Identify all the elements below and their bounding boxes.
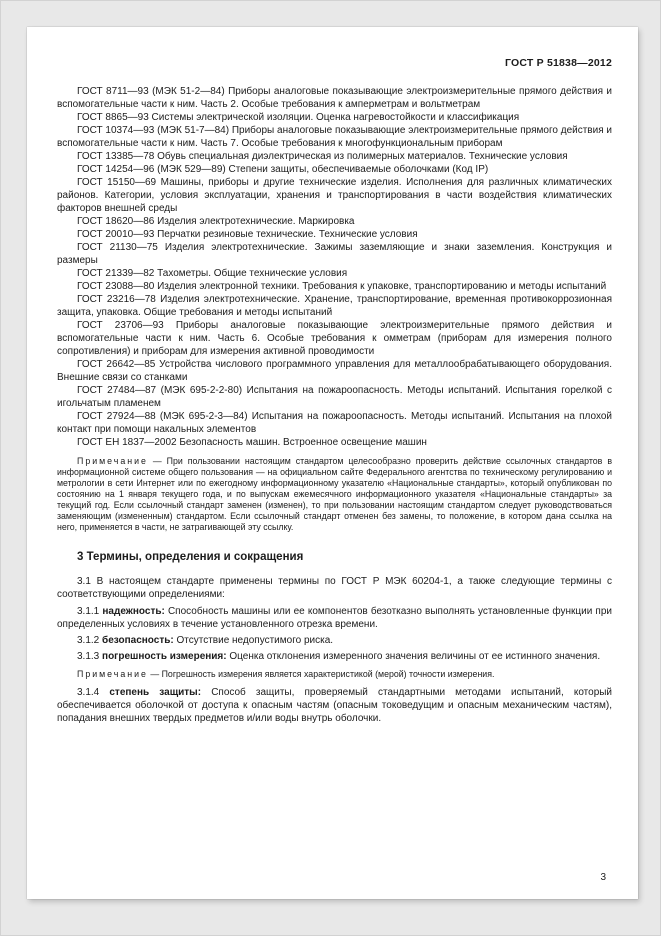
page-number: 3 [600,872,606,883]
term-number: 3.1.3 [77,651,100,662]
gost-reference: ГОСТ 23216—78 Изделия электротехнические. Хранение, транспортирование, временная противокоррозионная защита, упаковка. Общие требования и методы испытаний [57,294,612,318]
gost-reference: ГОСТ ЕН 1837—2002 Безопасность машин. Встроенное освещение машин [77,437,427,448]
term-definition [57,686,612,725]
gost-reference: ГОСТ 13385—78 Обувь специальная диэлектрическая из полимерных материалов. Технические условия [77,151,568,162]
standard-code: ГОСТ Р 51838—2012 [504,57,612,69]
section-heading: 3 Термины, определения и сокращения [77,551,304,563]
term-text: Отсутствие недопустимого риска. [176,635,334,646]
term-word: степень защиты: [109,687,202,698]
gost-reference: ГОСТ 10374—93 (МЭК 51-7—84) Приборы аналоговые показывающие электроизмерительные прямого действия и вспомогательные части к ним. Часть 7. Особые требования к многофункциональным приборам [57,125,612,149]
references-section [57,85,612,449]
term-note [57,669,612,680]
gost-reference: ГОСТ 15150—69 Машины, приборы и другие технические изделия. Исполнения для различных климатических районов. Категории, условия эксплуатации, хранения и транспортирования в части воздействия климатических факторов внешней среды [57,177,612,214]
references-note [57,456,612,533]
term-number: 3.1.2 [77,635,100,646]
gost-reference: ГОСТ 21339—82 Тахометры. Общие технические условия [77,268,348,279]
gost-reference: ГОСТ 8711—93 (МЭК 51-2—84) Приборы аналоговые показывающие электроизмерительные прямого действия и вспомогательные части к ним. Часть 2. Особые требования к амперметрам и вольтметрам [57,86,612,110]
gost-reference: ГОСТ 27924—88 (МЭК 695-2-3—84) Испытания на пожароопасность. Методы испытаний. Испытания на плохой контакт при помощи накальных элементов [57,411,612,435]
gost-reference: ГОСТ 20010—93 Перчатки резиновые технические. Технические условия [77,229,418,240]
gost-reference: ГОСТ 21130—75 Изделия электротехнические. Зажимы заземляющие и знаки заземления. Конструкция и размеры [57,242,612,266]
note-label: Примечание [77,456,148,466]
term-word: надежность: [102,606,165,617]
gost-reference: ГОСТ 27484—87 (МЭК 695-2-2-80) Испытания на пожароопасность. Методы испытаний. Испытания горелкой с игольчатым пламенем [57,385,612,409]
term-definition [57,634,612,647]
term-word: погрешность измерения: [102,651,227,662]
gost-reference: ГОСТ 23706—93 Приборы аналоговые показывающие электроизмерительные прямого действия и вспомогательные части к ним. Часть 6. Особые требования к омметрам (приборам для измерения полного сопротивления) и приборам для измерения активной проводимости [57,320,612,357]
gost-reference: ГОСТ 26642—85 Устройства числового программного управления для металлообрабатывающего оборудования. Внешние связи со станками [57,359,612,383]
term-definition [57,650,612,663]
term-number: 3.1.1 [77,606,100,617]
section-intro: 3.1 В настоящем стандарте применены термины по ГОСТ Р МЭК 60204-1, а также следующие термины с соответствующими определениями: [57,576,612,600]
term-text: Способность машины или ее компонентов безотказно выполнять установленные функции при определенных условиях в течение установленного отрезка времени. [57,606,612,630]
term-number: 3.1.4 [77,687,100,698]
term-word: безопасность: [102,635,174,646]
gost-reference: ГОСТ 23088—80 Изделия электронной техники. Требования к упаковке, транспортированию и методы испытаний [77,281,607,292]
note-text: — При пользовании настоящим стандартом целесообразно проверить действие ссылочных стандартов в информационной системе общего пользования — на официальном сайте Федерального агентства по техническому регулированию и метрологии в сети Интернет или по ежегодному информационному указателю «Национальные стандарты», который опубликован по состоянию на 1 января текущего года, и по выпускам ежемесячного информационного указателя «Национальные стандарты» за текущий год. Если ссылочный стандарт заменен (изменен), то при пользовании настоящим стандартом следует руководствоваться заменяющим (измененным) стандартом. Если ссылочный стандарт отменен без замены, то положение, в котором дана ссылка на него, применяется в части, не затрагивающей эту ссылку. [57,456,612,532]
term-text: Оценка отклонения измеренного значения величины от ее истинного значения. [229,651,601,662]
term-definition [57,605,612,631]
note-label: Примечание [77,669,148,679]
page-header [57,57,612,69]
term-text: Способ защиты, проверяемый стандартными методами испытаний, который обеспечивается оболочкой от доступа к опасным частям (опасным токоведущим и опасным механическим частям), попадания внешних твердых предметов и/или воды внутрь оболочки. [57,687,613,724]
gost-reference: ГОСТ 18620—86 Изделия электротехнические. Маркировка [77,216,355,227]
document-page [27,27,638,899]
note-text: — Погрешность измерения является характеристикой (мерой) точности измерения. [147,669,495,679]
gost-reference: ГОСТ 8865—93 Системы электрической изоляции. Оценка нагревостойкости и классификация [77,112,520,123]
gost-reference: ГОСТ 14254—96 (МЭК 529—89) Степени защиты, обеспечиваемые оболочками (Код IP) [77,164,489,175]
